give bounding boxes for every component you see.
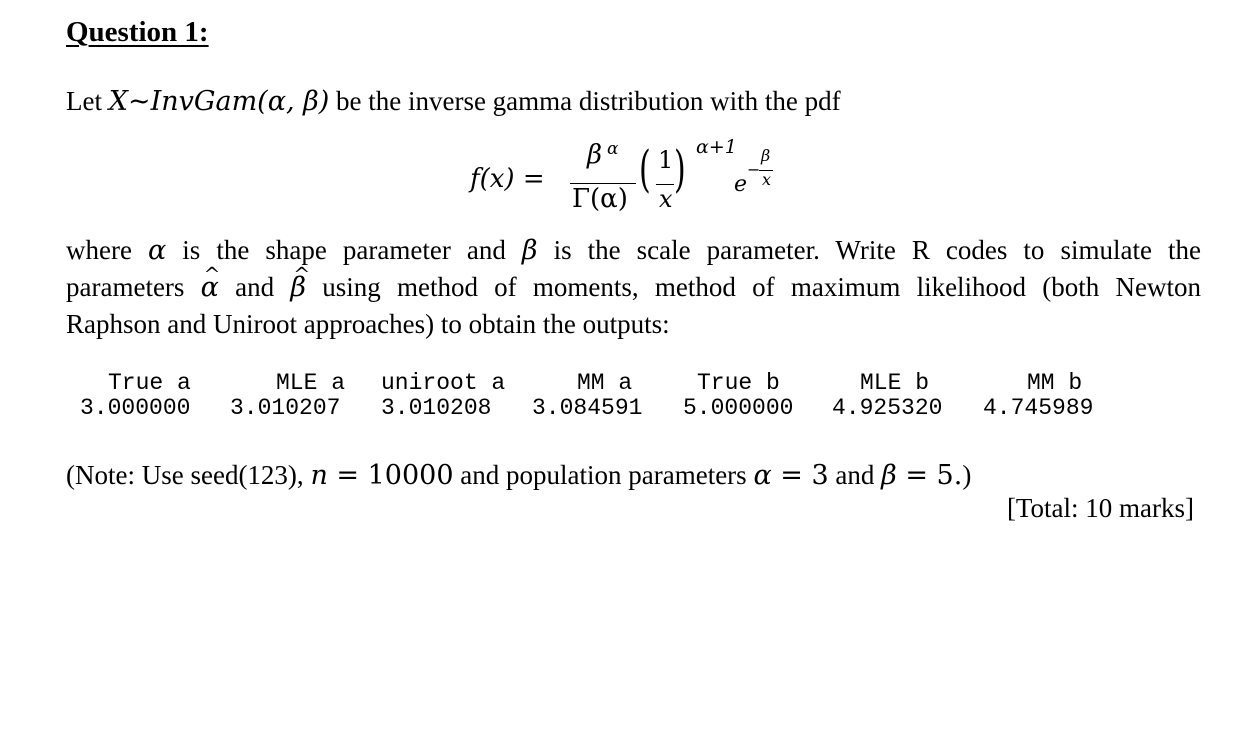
output-value: 3.000000	[80, 395, 191, 421]
output-value: 4.745989	[983, 395, 1094, 421]
pdf-formula	[470, 138, 810, 228]
total-marks: [Total: 10 marks]	[1006, 493, 1194, 523]
output-value: 3.010208	[381, 395, 492, 421]
output-header: True b	[697, 370, 780, 396]
output-value: 3.084591	[532, 395, 643, 421]
intro-sentence	[66, 86, 841, 117]
note-alpha-value: 3	[811, 460, 829, 491]
output-header: MM b	[1027, 370, 1083, 396]
note-line	[66, 460, 971, 491]
paragraph-line-3: Raphson and Uniroot approaches) to obtain the outputs:	[66, 309, 670, 339]
output-header: True a	[108, 370, 191, 396]
note-suffix: )	[962, 460, 972, 490]
note-middle: and population parameters	[453, 460, 754, 490]
formula-exp-sign: −	[747, 160, 761, 179]
note-prefix: (Note: Use seed(123),	[66, 460, 311, 490]
formula-numerator-exponent: α	[607, 139, 619, 159]
formula-lhs: f(x) =	[470, 164, 545, 194]
output-value: 5.000000	[683, 395, 794, 421]
formula-paren-close: )	[674, 140, 686, 198]
line2-text-a: parameters	[66, 272, 201, 302]
formula-exp-denominator: x	[762, 170, 772, 189]
note-n-equals: =	[327, 460, 368, 491]
formula-exp-base: e	[734, 172, 748, 197]
note-beta: β	[881, 460, 897, 491]
output-header: MLE a	[276, 370, 346, 396]
formula-numerator: β	[587, 140, 603, 170]
output-header: MM a	[577, 370, 633, 396]
formula-inner-denominator: x	[659, 185, 673, 213]
line2-alpha-hat: α ^	[201, 270, 219, 306]
formula-inner-numerator: 1	[658, 146, 674, 174]
line2-text-b: and	[218, 272, 291, 302]
intro-dist-name: InvGam	[150, 86, 258, 117]
paragraph-line-2	[66, 269, 1201, 306]
formula-denominator: Γ(α)	[572, 184, 628, 214]
line2-text-c: using method of moments, method of maximum likelihood (both Newton	[305, 272, 1202, 302]
line2-beta-hat: β ^	[290, 270, 306, 306]
intro-suffix: be the inverse gamma distribution with the pdf	[329, 86, 841, 116]
intro-tilde: ~	[127, 86, 151, 117]
question-title: Question 1:	[66, 16, 209, 48]
line1-alpha: α	[148, 235, 167, 266]
line1-text-a: where	[66, 235, 149, 265]
note-and: and	[828, 460, 882, 490]
intro-variable: X	[108, 86, 128, 117]
note-alpha: α	[753, 460, 772, 491]
formula-exp-numerator: β	[761, 146, 771, 165]
output-value: 3.010207	[230, 395, 341, 421]
line1-beta: β	[521, 235, 538, 266]
note-n-value: 10000	[367, 460, 454, 491]
paragraph-line-1	[66, 232, 1201, 269]
line1-text-c: is the scale parameter. Write R codes to simulate the	[537, 235, 1201, 265]
note-beta-value: 5.	[936, 460, 963, 491]
instructions-paragraph	[66, 232, 1201, 342]
output-value: 4.925320	[832, 395, 943, 421]
intro-prefix: Let	[66, 86, 109, 116]
output-header: uniroot a	[381, 370, 506, 396]
output-header: MLE b	[860, 370, 930, 396]
note-beta-equals: =	[896, 460, 937, 491]
intro-dist-args: (α, β)	[257, 86, 330, 117]
line1-text-b: is the shape parameter and	[166, 235, 522, 265]
formula-power: α+1	[696, 136, 737, 158]
formula-paren-open: (	[639, 140, 651, 198]
note-alpha-equals: =	[771, 460, 812, 491]
note-n-variable: n	[310, 460, 328, 491]
